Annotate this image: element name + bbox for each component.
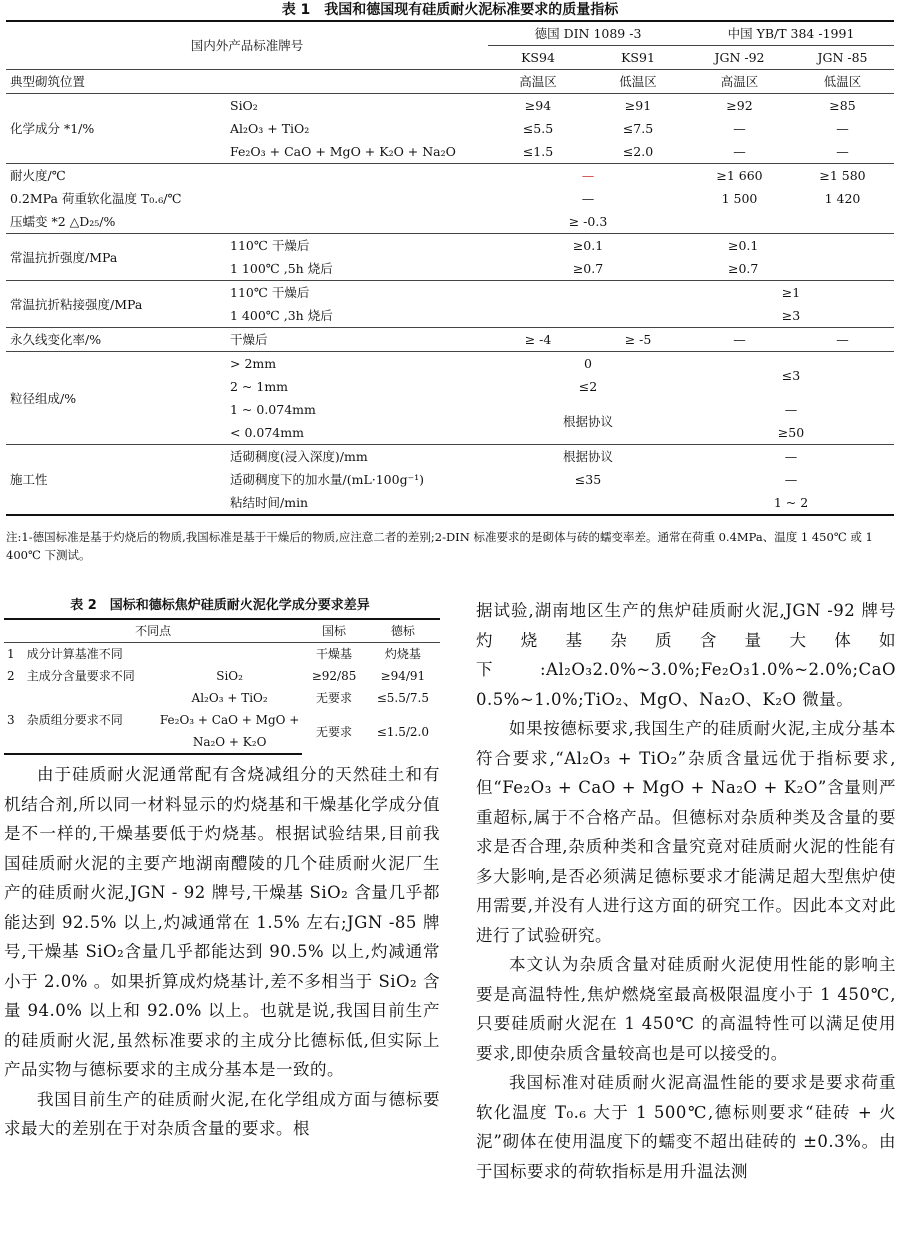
row-bond-2: 1 400℃ ,3h 烧后 ≥3 bbox=[6, 304, 894, 328]
row-grain-4: < 0.074mm ≥50 bbox=[6, 421, 894, 445]
paragraph: 据试验,湖南地区生产的焦炉硅质耐火泥,JGN -92 牌号灼烧基杂质含量大体如下:Al₂O₃2.0%~3.0%;Fe₂O₃1.0%~2.0%;CaO 0.5%~1.0%;TiO₂、MgO、Na₂O、K₂O 微量。 bbox=[476, 601, 896, 709]
row-chem-impurity: Fe₂O₃ + CaO + MgO + K₂O + Na₂O ≤1.5 ≤2.0 — — bbox=[6, 140, 894, 164]
table1-header-germany: 德国 DIN 1089 -3 bbox=[488, 21, 688, 46]
row-bond-1: 常温抗折粘接强度/MPa 110℃ 干燥后 ≥1 bbox=[6, 281, 894, 305]
table2-caption: 表 2 国标和德标焦炉硅质耐火泥化学成分要求差异 bbox=[70, 598, 370, 613]
row-linear: 永久线变化率/% 干燥后 ≥ -4 ≥ -5 — — bbox=[6, 328, 894, 352]
table2-header-din: 德标 bbox=[366, 619, 440, 643]
table2-header-diff: 不同点 bbox=[4, 619, 302, 643]
table2 bbox=[4, 618, 440, 755]
code-jgn92: JGN -92 bbox=[688, 46, 791, 70]
table2-row: Al₂O₃ + TiO₂ 无要求 ≤5.5/7.5 bbox=[191, 691, 429, 705]
code-jgn85: JGN -85 bbox=[791, 46, 894, 70]
paragraph: 由于硅质耐火泥通常配有含烧减组分的天然硅土和有机结合剂,所以同一材料显示的灼烧基和干燥基化学成分值是不一样的,干燥基要低于灼烧基。根据试验结果,目前我国硅质耐火泥的主要产地湖南醴陵的几个硅质耐火泥厂生产的硅质耐火泥,JGN - 92 牌号,干燥基 SiO₂ 含量几乎都能达到 92.5% 以上,灼减通常在 1.5% 左右;JGN -85 牌号,干燥基 SiO₂含量几乎都能达到 90.5% 以上,灼减通常小于 2.0% 。如果折算成灼烧基计,差不多相当于 SiO₂ 含量 94.0% 以上和 92.0% 以上。也就是说,我国目前生产的硅质耐火泥,虽然标准要求的主成分比德标低,但实际上产品实物与德标要求的主成分基本是一致的。 bbox=[4, 765, 440, 1079]
left-column-text bbox=[4, 760, 440, 1144]
row-bend-1: 常温抗折强度/MPa 110℃ 干燥后 ≥0.1 ≥0.1 bbox=[6, 234, 894, 258]
table1-caption: 表 1 我国和德国现有硅质耐火泥标准要求的质量指标 bbox=[281, 2, 619, 18]
row-grain-1: 粒径组成/% > 2mm 0 ≤3 bbox=[6, 352, 894, 376]
code-ks94: KS94 bbox=[488, 46, 588, 70]
row-chem-al2o3: Al₂O₃ + TiO₂ ≤5.5 ≤7.5 — — bbox=[230, 121, 849, 136]
row-creep: 压蠕变 *2 △D₂₅/% ≥ -0.3 bbox=[6, 210, 894, 234]
paragraph: 我国标准对硅质耐火泥高温性能的要求是要求荷重软化温度 T₀.₆ 大于 1 500℃,德标则要求“硅砖 + 火泥”砌体在使用温度下的蠕变不超出硅砖的 ±0.3%。由于国标要求的荷软指标是用升温法测 bbox=[476, 1073, 896, 1181]
row-rul: 0.2MPa 荷重软化温度 T₀.₆/℃ — 1 500 1 420 bbox=[10, 191, 861, 206]
row-work-3: 粘结时间/min 1 ~ 2 bbox=[6, 491, 894, 515]
row-grain-3: 1 ~ 0.074mm 根据协议 — bbox=[6, 398, 894, 421]
table1-header-item: 国内外产品标准牌号 bbox=[6, 21, 488, 70]
paragraph: 本文认为杂质含量对硅质耐火泥使用性能的影响主要是高温特性,焦炉燃烧室最高极限温度小于 1 450℃,只要硅质耐火泥在 1 450℃ 的高温特性可以满足使用要求,即使杂质含量较高也是可以接受的。 bbox=[476, 955, 896, 1063]
table2-row: 1 成分计算基准不同 干燥基 灼烧基 bbox=[7, 647, 421, 661]
table2-row: 2 主成分含量要求不同 SiO₂ ≥92/85 ≥94/91 bbox=[7, 669, 426, 683]
right-column-text bbox=[476, 596, 896, 1186]
row-chem-sio2: 化学成分 *1/% SiO₂ ≥94 ≥91 ≥92 ≥85 bbox=[6, 94, 894, 118]
table2-row: Na₂O + K₂O bbox=[4, 731, 440, 754]
row-grain-2: 2 ~ 1mm ≤2 bbox=[230, 379, 598, 394]
row-position: 典型砌筑位置 高温区 低温区 高温区 低温区 bbox=[6, 70, 894, 94]
row-work-2: 适砌稠度下的加水量/(mL·100g⁻¹) ≤35 — bbox=[230, 472, 798, 487]
paragraph: 如果按德标要求,我国生产的硅质耐火泥,主成分基本符合要求,“Al₂O₃ + TiO₂”杂质含量远优于指标要求,但“Fe₂O₃ + CaO + MgO + Na₂O + K₂O”含量则严重超标,属于不合格产品。但德标对杂质种类及含量的要求是否合理,杂质种类和含量究竟对硅质耐火泥的性能有多大影响,是否必须满足德标要求才能满足超大型焦炉使用需要,并没有人进行这方面的研究工作。因此本文对此进行了试验研究。 bbox=[476, 719, 896, 945]
table1-note: 注:1-德国标准是基于灼烧后的物质,我国标准是基于干燥后的物质,应注意二者的差别;2-DIN 标准要求的是砌体与砖的蠕变率差。通常在荷重 0.4MPa、温度 1 450℃ 或 1 400℃ 下测试。 bbox=[6, 530, 873, 562]
table1-header-china: 中国 YB/T 384 -1991 bbox=[688, 21, 894, 46]
table2-row: 3 杂质组分要求不同 Fe₂O₃ + CaO + MgO + 无要求 ≤1.5/2.0 bbox=[7, 713, 429, 739]
row-work-1: 施工性 适砌稠度(浸入深度)/mm 根据协议 — bbox=[6, 445, 894, 469]
chem-label: 化学成分 *1/% bbox=[6, 94, 226, 164]
row-refractoriness: 耐火度/℃ — ≥1 660 ≥1 580 bbox=[10, 168, 866, 183]
table2-header-gb: 国标 bbox=[302, 619, 365, 643]
row-bend-2: 1 100℃ ,5h 烧后 ≥0.7 ≥0.7 bbox=[6, 257, 894, 281]
paragraph: 我国目前生产的硅质耐火泥,在化学组成方面与德标要求最大的差别在于对杂质含量的要求。根 bbox=[4, 1089, 440, 1138]
table1 bbox=[6, 20, 894, 516]
code-ks91: KS91 bbox=[588, 46, 688, 70]
